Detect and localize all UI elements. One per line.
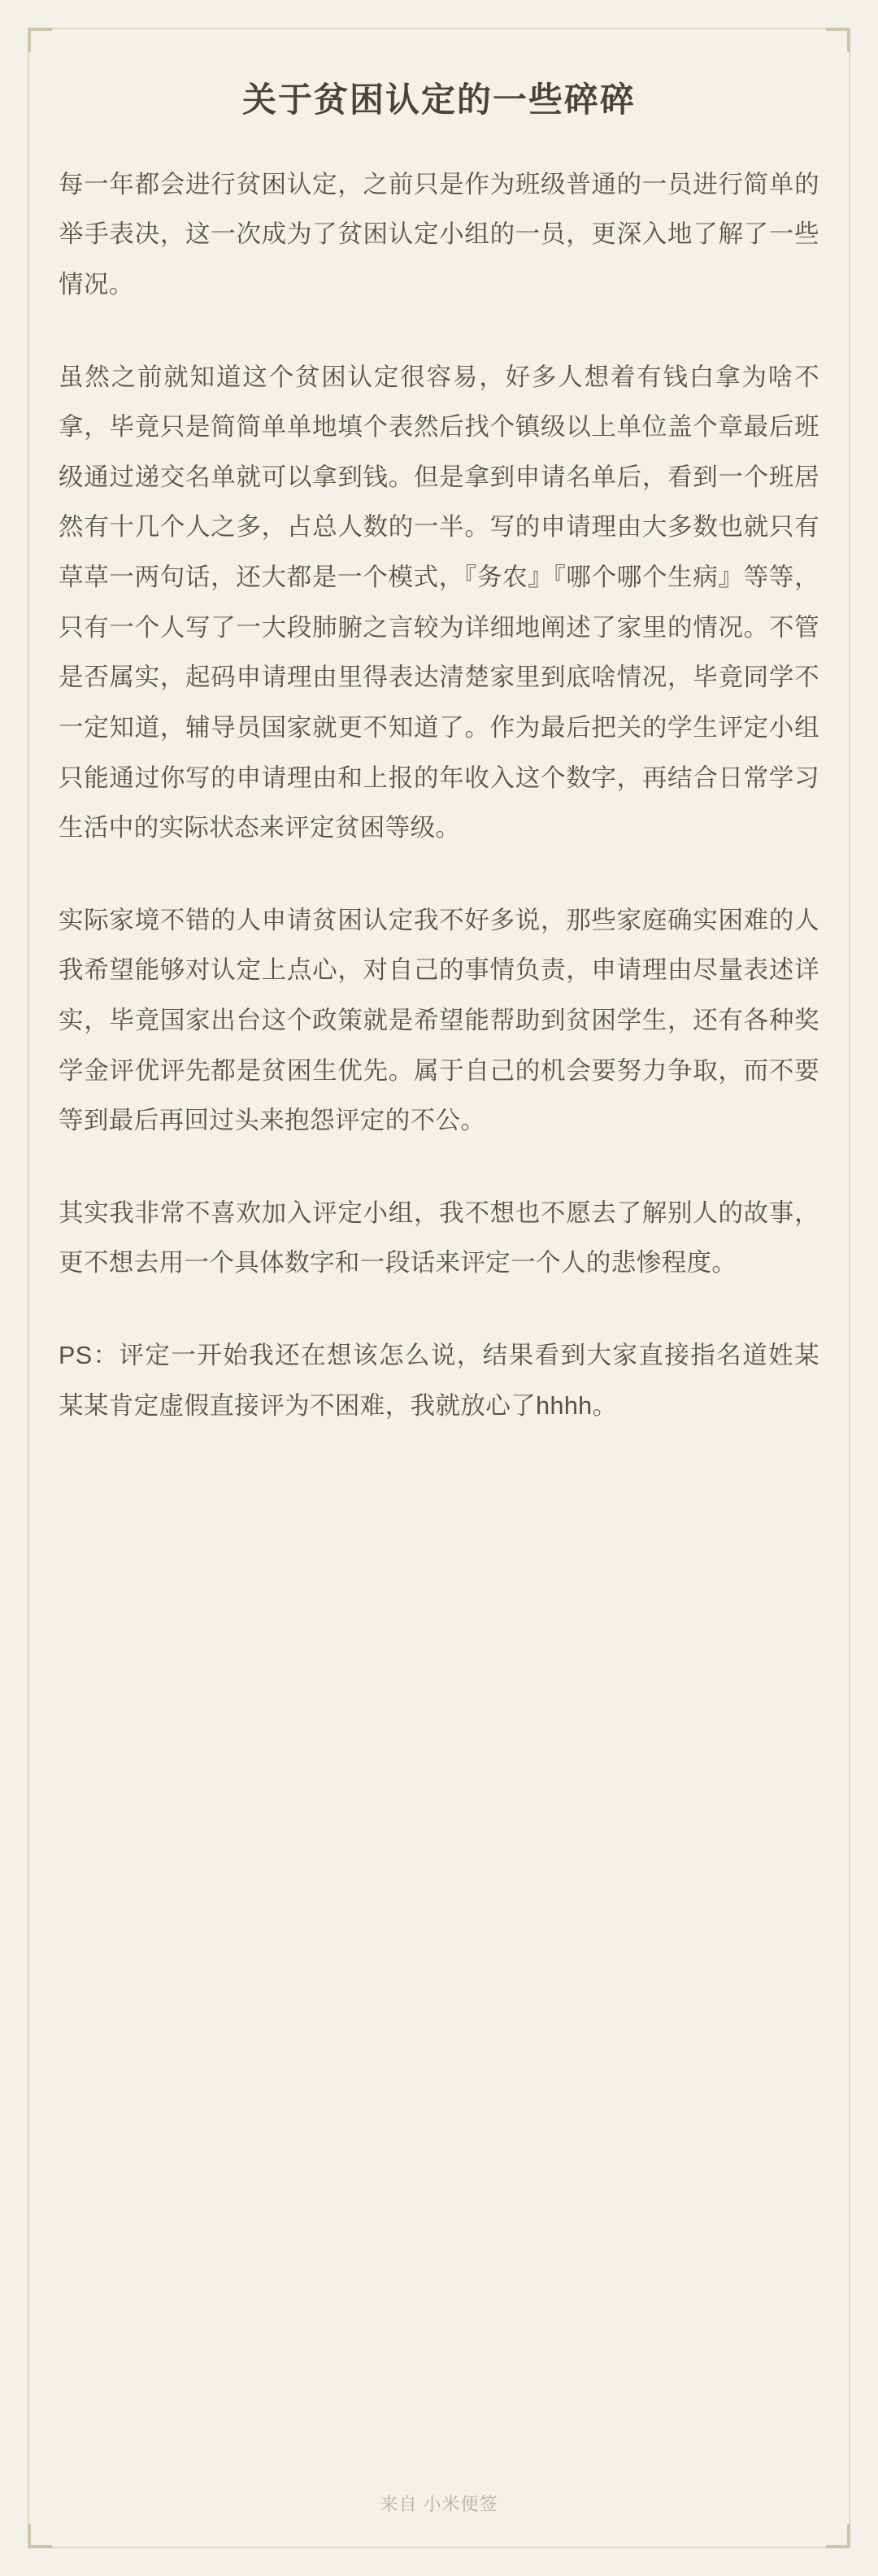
note-paragraph: 其实我非常不喜欢加入评定小组，我不想也不愿去了解别人的故事，更不想去用一个具体数字和一段话来评定一个人的悲惨程度。 — [59, 1199, 819, 1277]
page-title: 关于贫困认定的一些碎碎 — [241, 80, 636, 119]
source-footer: 来自 小米便签 — [380, 2494, 498, 2514]
note-paragraph: 虽然之前就知道这个贫困认定很容易，好多人想着有钱白拿为啥不拿，毕竟只是简简单单地填个表然后找个镇级以上单位盖个章最后班级通过递交名单就可以拿到钱。但是拿到申请名单后，看到一个班居然有十几个人之多，占总人数的一半。写的申请理由大多数也就只有草草一两句话，还大都是一个模式，『务农』『哪个哪个生病』等等，只有一个人写了一大段肺腑之言较为详细地阐述了家里的情况。不管是否属实，起码申请理由里得表达清楚家里到底啥情况，毕竟同学不一定知道，辅导员国家就更不知道了。作为最后把关的学生评定小组只能通过你写的申请理由和上报的年收入这个数字，再结合日常学习生活中的实际状态来评定贫困等级。 — [59, 363, 819, 842]
note-paragraph: PS：评定一开始我还在想该怎么说，结果看到大家直接指名道姓某某某肯定虚假直接评为不困难，我就放心了hhhh。 — [59, 1341, 819, 1420]
note-paragraph: 实际家境不错的人申请贫困认定我不好多说，那些家庭确实困难的人我希望能够对认定上点心，对自己的事情负责，申请理由尽量表述详实，毕竟国家出台这个政策就是希望能帮助到贫困学生，还有各种奖学金评优评先都是贫困生优先。属于自己的机会要努力争取，而不要等到最后再回过头来抱怨评定的不公。 — [59, 906, 819, 1135]
frame-corner-bottom-right-icon — [826, 2524, 850, 2548]
note-content — [28, 28, 850, 1431]
note-paragraph: 每一年都会进行贫困认定，之前只是作为班级普通的一员进行简单的举手表决，这一次成为了贫困认定小组的一员，更深入地了解了一些情况。 — [59, 170, 819, 299]
frame-corner-bottom-left-icon — [28, 2524, 52, 2548]
